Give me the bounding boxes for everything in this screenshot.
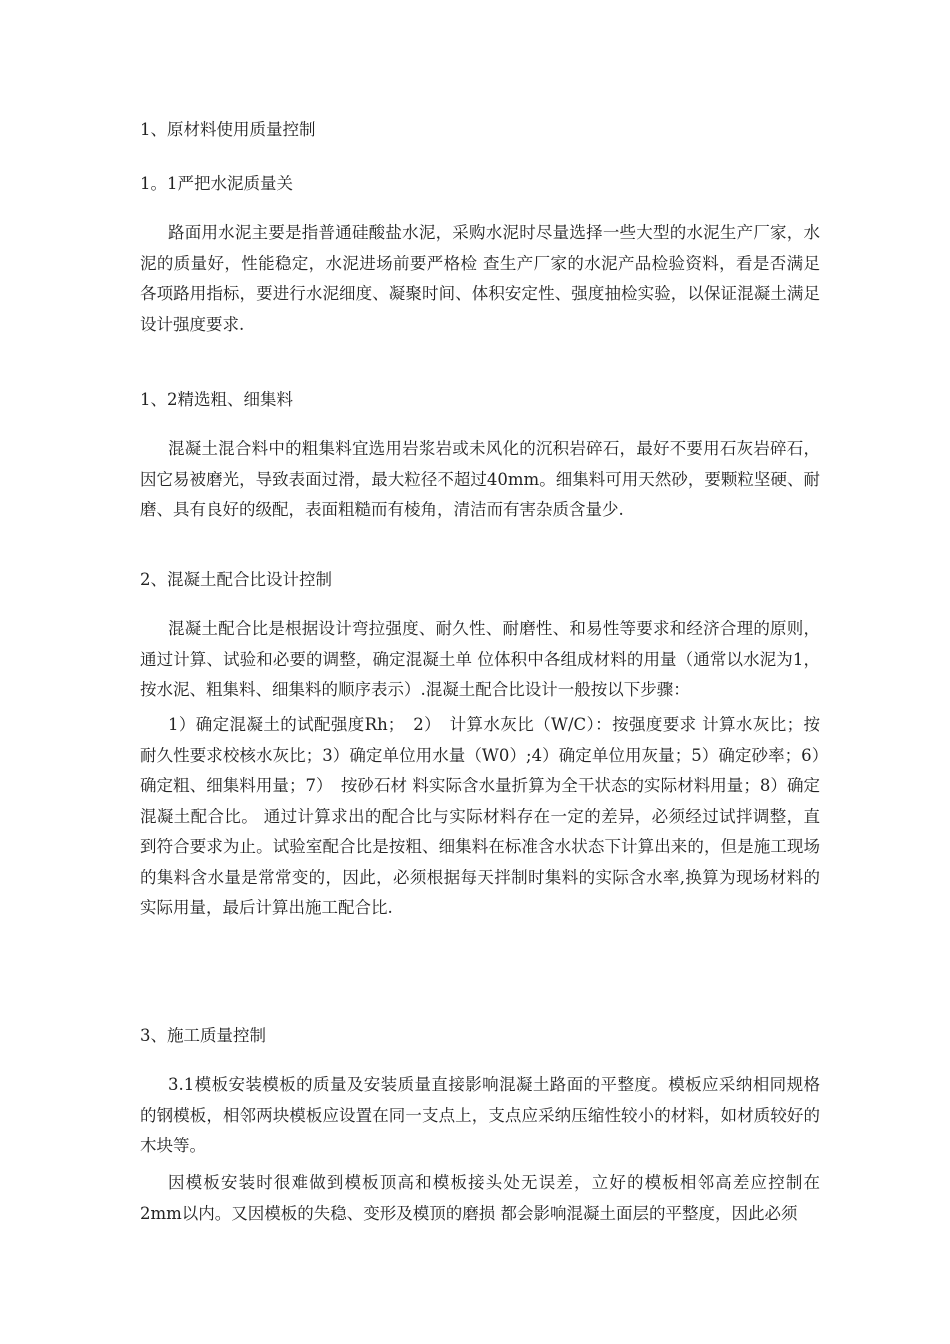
paragraph-mix-design: 混凝土配合比是根据设计弯拉强度、耐久性、耐磨性、和易性等要求和经济合理的原则，通过计算、试验和必要的调整，确定混凝土单 位体积中各组成材料的用量（通常以水泥为1，按水泥、粗集料、细集料的顺序表示）.混凝土配合比设计一般按以下步骤： [140, 619, 820, 699]
section-heading-3: 3、施工质量控制 [140, 1026, 266, 1045]
subsection-heading-1-1: 1。1严把水泥质量关 [140, 174, 293, 193]
paragraph-formwork: 3.1模板安装模板的质量及安装质量直接影响混凝土路面的平整度。模板应采纳相同规格的钢模板，相邻两块模板应设置在同一支点上，支点应采纳压缩性较小的材料，如材质较好的木块等。 [140, 1075, 820, 1155]
section-heading-1: 1、原材料使用质量控制 [140, 120, 316, 139]
paragraph-mix-steps: 1）确定混凝土的试配强度Rh； 2） 计算水灰比（W/C）：按强度要求 计算水灰比；按耐久性要求校核水灰比；3）确定单位用水量（W0）;4）确定单位用灰量；5）确定砂率；6）确定粗、细集料用量；7） 按砂石材 料实际含水量折算为全干状态的实际材料用量；8）确定混凝土配合比。 通过计算求出的配合比与实际材料存在一定的差异，必须经过试拌调整，直到符合要求为止。试验室配合比是按粗、细集料在标准含水状态下计算出来的，但是施工现场的集料含水量是常常变的，因此，必须根据每天拌制时集料的实际含水率,换算为现场材料的实际用量，最后计算出施工配合比. [140, 715, 820, 917]
paragraph-aggregate: 混凝土混合料中的粗集料宜选用岩浆岩或未风化的沉积岩碎石，最好不要用石灰岩碎石，因它易被磨光，导致表面过滑，最大粒径不超过40mm。细集料可用天然砂，要颗粒坚硬、耐磨、具有良好的级配，表面粗糙而有棱角，清洁而有害杂质含量少. [140, 439, 820, 519]
section-heading-2: 2、混凝土配合比设计控制 [140, 570, 332, 589]
subsection-heading-1-2: 1、2精选粗、细集料 [140, 390, 293, 409]
paragraph-formwork-tolerance: 因模板安装时很难做到模板顶高和模板接头处无误差，立好的模板相邻高差应控制在2mm以内。又因模板的失稳、变形及模顶的磨损 都会影响混凝土面层的平整度，因此必须 [140, 1173, 820, 1223]
paragraph-cement: 路面用水泥主要是指普通硅酸盐水泥，采购水泥时尽量选择一些大型的水泥生产厂家，水泥的质量好，性能稳定，水泥进场前要严格检 查生产厂家的水泥产品检验资料，看是否满足各项路用指标，要进行水泥细度、凝聚时间、体积安定性、强度抽检实验，以保证混凝土满足设计强度要求. [140, 223, 820, 334]
